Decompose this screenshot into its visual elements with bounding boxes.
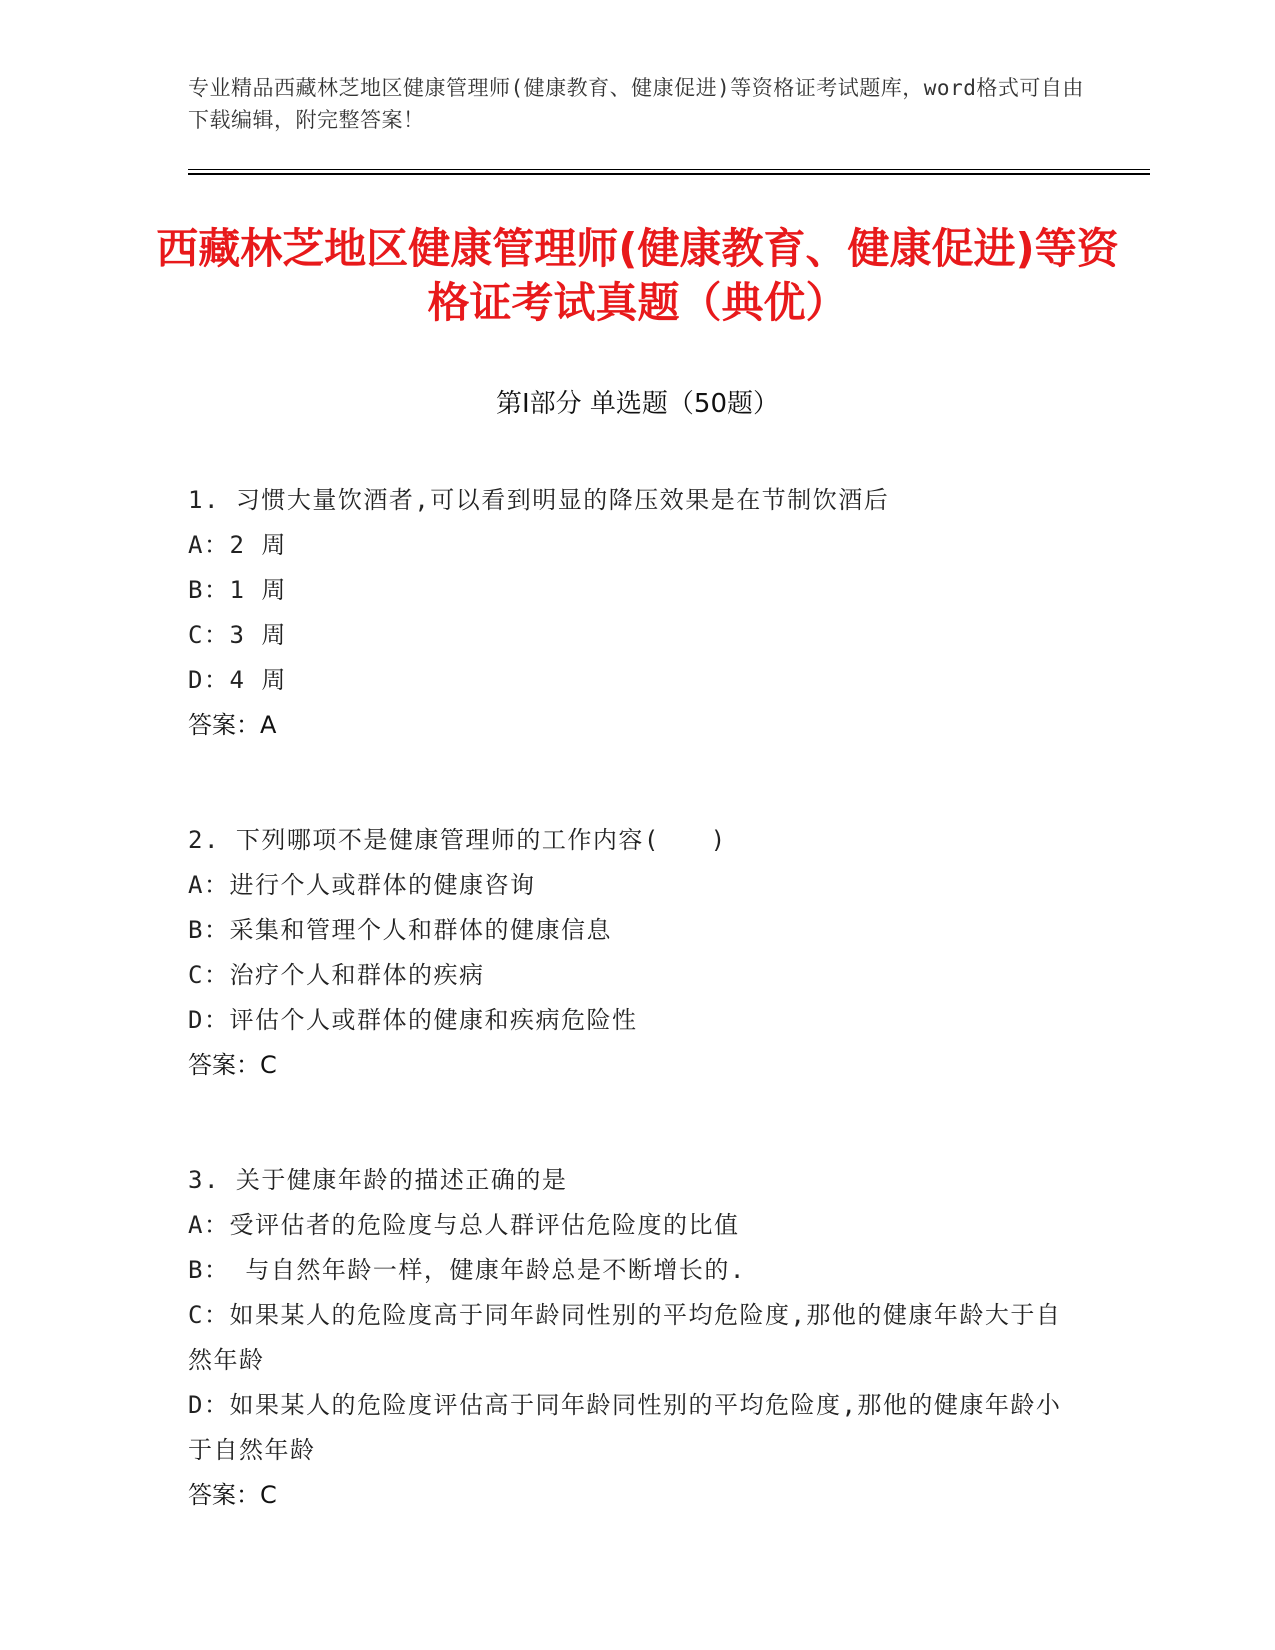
option-b: B：1 周 [188, 576, 287, 604]
question-text: 关于健康年龄的描述正确的是 [235, 1166, 568, 1194]
question-text: 习惯大量饮酒者,可以看到明显的降压效果是在节制饮酒后 [235, 486, 890, 514]
header-note: 专业精品西藏林芝地区健康管理师(健康教育、健康促进)等资格证考试题库，word格式可自由下载编辑，附完整答案！ [188, 76, 1084, 132]
option-b: B： 与自然年龄一样，健康年龄总是不断增长的. [188, 1256, 746, 1284]
option-a: A：2 周 [188, 531, 287, 559]
question-stem [188, 478, 1068, 523]
question-2 [188, 818, 1068, 1088]
option-a: A：进行个人或群体的健康咨询 [188, 871, 536, 899]
answer: 答案：C [188, 1481, 277, 1509]
option-d: D：评估个人或群体的健康和疾病危险性 [188, 1006, 638, 1034]
question-stem [188, 818, 1068, 863]
header-rule-thick [188, 173, 1150, 175]
question-1 [188, 478, 1068, 748]
header-rule-thin [188, 169, 1150, 170]
question-list [188, 478, 1068, 1518]
option-c: C：如果某人的危险度高于同年龄同性别的平均危险度,那他的健康年龄大于自然年龄 [188, 1301, 1062, 1374]
option-c: C：3 周 [188, 621, 287, 649]
section-heading: 第Ⅰ部分 单选题（50题） [495, 389, 780, 419]
option-d: D：如果某人的危险度评估高于同年龄同性别的平均危险度,那他的健康年龄小于自然年龄 [188, 1391, 1062, 1464]
question-number: 3. [188, 1166, 220, 1194]
document-title: 西藏林芝地区健康管理师(健康教育、健康促进)等资格证考试真题（典优） [156, 224, 1119, 327]
answer: 答案：C [188, 1051, 277, 1079]
question-stem [188, 1158, 1068, 1203]
option-a: A：受评估者的危险度与总人群评估危险度的比值 [188, 1211, 740, 1239]
option-b: B：采集和管理个人和群体的健康信息 [188, 916, 612, 944]
question-3 [188, 1158, 1068, 1518]
question-text: 下列哪项不是健康管理师的工作内容( ) [235, 826, 727, 854]
question-gap [188, 1088, 1068, 1158]
answer: 答案：A [188, 711, 277, 739]
option-c: C：治疗个人和群体的疾病 [188, 961, 485, 989]
question-number: 1. [188, 486, 220, 514]
option-d: D：4 周 [188, 666, 287, 694]
question-number: 2. [188, 826, 220, 854]
question-gap [188, 748, 1068, 818]
